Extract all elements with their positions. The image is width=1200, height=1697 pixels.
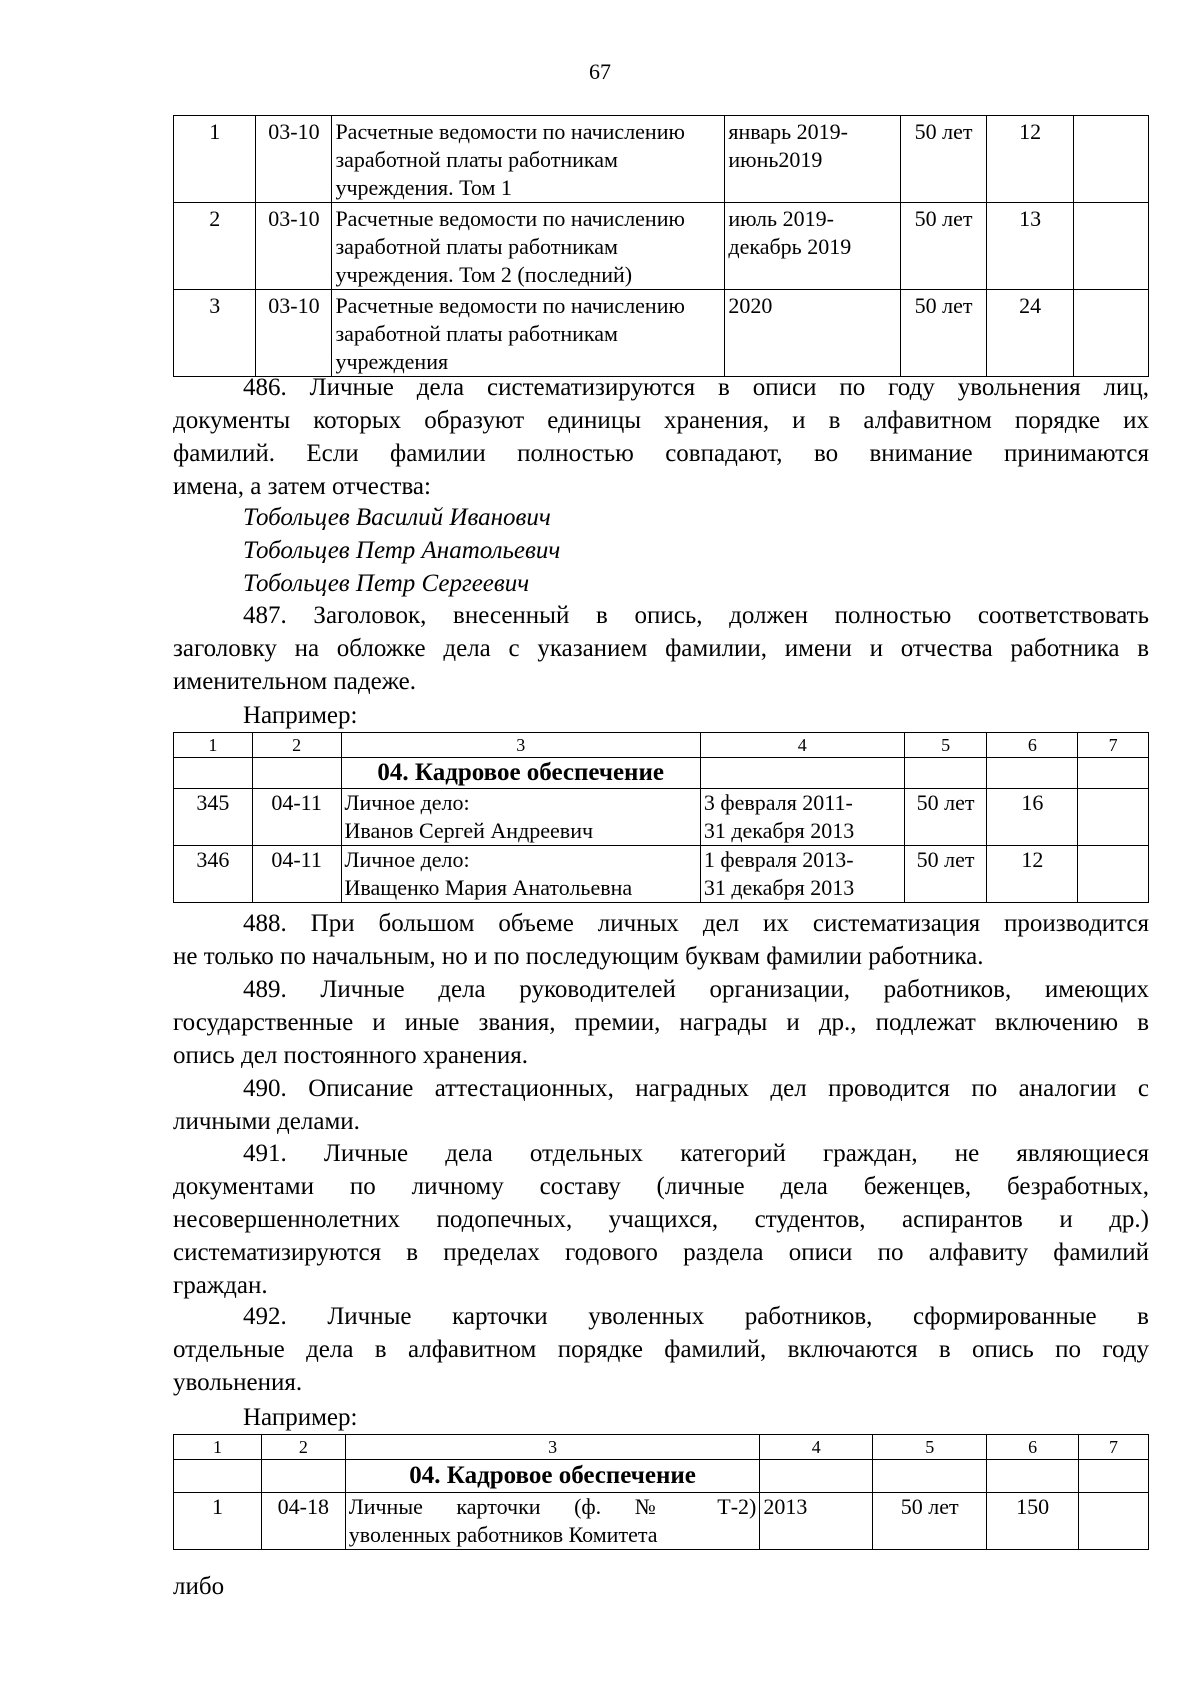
column-header: 2 <box>252 733 341 758</box>
row-title: Личное дело: Иванов Сергей Андреевич <box>341 789 700 846</box>
row-index: 03-10 <box>256 116 332 203</box>
table-header-row <box>174 733 1149 758</box>
closing-word: либо <box>173 1573 225 1600</box>
table-row <box>174 116 1149 203</box>
section-row <box>174 1460 1149 1493</box>
table-row <box>174 789 1149 846</box>
table-header-row <box>174 1435 1149 1460</box>
row-sheets: 13 <box>987 203 1074 290</box>
row-number: 2 <box>174 203 256 290</box>
column-header: 7 <box>1078 733 1149 758</box>
paragraph-491: 491. Личные дела отдельных категорий граждан, не являющиеся документами по личному составу (личные дела беженцев, безработных, несовершеннолетних подопечных, учащихся, студентов, аспирантов и др.) систематизируются в пределах годового раздела описи по алфавиту фамилий граждан. <box>173 1140 1149 1299</box>
row-term: 50 лет <box>904 789 987 846</box>
column-header: 7 <box>1079 1435 1149 1460</box>
table-row <box>174 290 1149 377</box>
row-sheets: 24 <box>987 290 1074 377</box>
row-index: 04-18 <box>261 1493 345 1550</box>
column-header: 4 <box>760 1435 873 1460</box>
paragraph-489: 489. Личные дела руководителей организации, работников, имеющих государственные и иные звания, премии, награды и др., подлежат включению в опись дел постоянного хранения. <box>173 976 1149 1069</box>
example-name: Тобольцев Василий Иванович <box>243 504 551 531</box>
row-number: 3 <box>174 290 256 377</box>
inventory-table-1 <box>173 115 1149 377</box>
row-index: 03-10 <box>256 290 332 377</box>
row-dates: 3 февраля 2011- 31 декабря 2013 <box>700 789 904 846</box>
row-index: 03-10 <box>256 203 332 290</box>
inventory-table-2 <box>173 732 1149 903</box>
row-note <box>1078 846 1149 903</box>
row-dates: июль 2019- декабрь 2019 <box>725 203 900 290</box>
row-title: Расчетные ведомости по начислению заработной платы работникам учреждения <box>332 290 725 377</box>
row-number: 1 <box>174 1493 262 1550</box>
row-title: Личное дело: Иващенко Мария Анатольевна <box>341 846 700 903</box>
row-term: 50 лет <box>904 846 987 903</box>
column-header: 6 <box>987 733 1078 758</box>
row-note <box>1073 290 1148 377</box>
row-sheets: 12 <box>987 116 1074 203</box>
row-title: Расчетные ведомости по начислению заработной платы работникам учреждения. Том 2 (последний) <box>332 203 725 290</box>
section-title: 04. Кадровое обеспечение <box>345 1460 760 1493</box>
inventory-table-3 <box>173 1434 1149 1550</box>
column-header: 1 <box>174 733 253 758</box>
paragraph-487: 487. Заголовок, внесенный в опись, должен полностью соответствовать заголовку на обложке дела с указанием фамилии, имени и отчества работника в именительном падеже. <box>173 602 1149 695</box>
row-term: 50 лет <box>900 203 987 290</box>
example-label: Например: <box>243 702 358 729</box>
row-number: 346 <box>174 846 253 903</box>
paragraph-492: 492. Личные карточки уволенных работников, сформированные в отдельные дела в алфавитном порядке фамилий, включаются в опись по году увольнения. <box>173 1303 1149 1396</box>
paragraph-486: 486. Личные дела систематизируются в описи по году увольнения лиц, документы которых образуют единицы хранения, и в алфавитном порядке их фамилий. Если фамилии полностью совпадают, во внимание принимаются имена, а затем отчества: <box>173 374 1149 500</box>
table-row <box>174 846 1149 903</box>
example-name: Тобольцев Петр Анатольевич <box>243 537 561 564</box>
row-sheets: 16 <box>987 789 1078 846</box>
row-index: 04-11 <box>252 846 341 903</box>
row-dates: январь 2019- июнь2019 <box>725 116 900 203</box>
row-note <box>1073 203 1148 290</box>
row-title: Расчетные ведомости по начислению заработной платы работникам учреждения. Том 1 <box>332 116 725 203</box>
row-term: 50 лет <box>873 1493 987 1550</box>
example-name: Тобольцев Петр Сергеевич <box>243 570 530 597</box>
row-dates: 2013 <box>760 1493 873 1550</box>
row-sheets: 12 <box>987 846 1078 903</box>
paragraph-490: 490. Описание аттестационных, наградных дел проводится по аналогии с личными делами. <box>173 1075 1149 1135</box>
column-header: 2 <box>261 1435 345 1460</box>
column-header: 6 <box>987 1435 1079 1460</box>
row-sheets: 150 <box>987 1493 1079 1550</box>
row-term: 50 лет <box>900 116 987 203</box>
row-note <box>1078 789 1149 846</box>
row-dates: 1 февраля 2013- 31 декабря 2013 <box>700 846 904 903</box>
row-dates: 2020 <box>725 290 900 377</box>
column-header: 5 <box>904 733 987 758</box>
example-label: Например: <box>243 1404 358 1431</box>
table-row <box>174 1493 1149 1550</box>
row-title: Личные карточки (ф. № Т-2) уволенных работников Комитета <box>345 1493 760 1550</box>
column-header: 5 <box>873 1435 987 1460</box>
section-title: 04. Кадровое обеспечение <box>341 758 700 789</box>
column-header: 3 <box>345 1435 760 1460</box>
paragraph-488: 488. При большом объеме личных дел их систематизация производится не только по начальным, но и по последующим буквам фамилии работника. <box>173 910 1149 970</box>
row-note <box>1079 1493 1149 1550</box>
column-header: 1 <box>174 1435 262 1460</box>
section-row <box>174 758 1149 789</box>
row-term: 50 лет <box>900 290 987 377</box>
page-number: 67 <box>589 59 611 84</box>
row-number: 345 <box>174 789 253 846</box>
row-note <box>1073 116 1148 203</box>
row-index: 04-11 <box>252 789 341 846</box>
row-number: 1 <box>174 116 256 203</box>
column-header: 4 <box>700 733 904 758</box>
table-row <box>174 203 1149 290</box>
column-header: 3 <box>341 733 700 758</box>
